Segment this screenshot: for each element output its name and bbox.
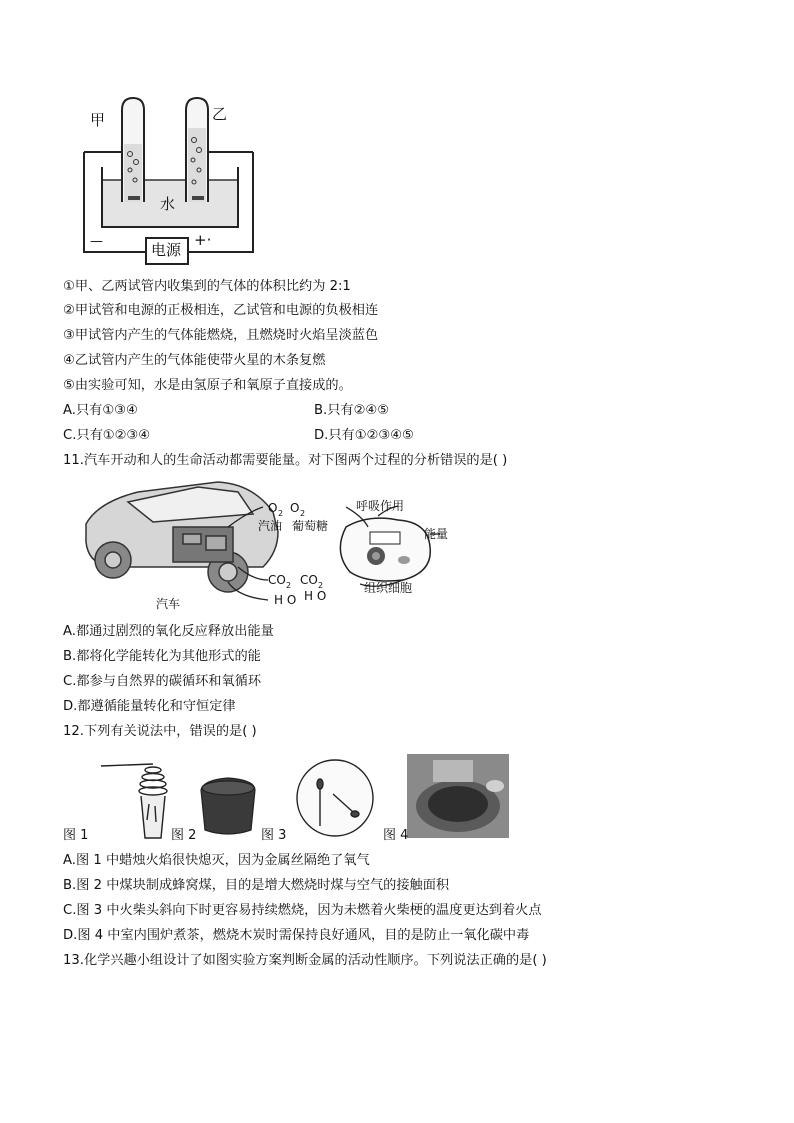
minus-label: — [90,234,103,249]
statement-2: ②甲试管和电源的正极相连，乙试管和电源的负极相连 [63,303,379,318]
statement-4: ④乙试管内产生的气体能使带火星的木条复燃 [63,353,326,368]
q12-option-a: A.图 1 中蜡烛火焰很快熄灭，因为金属丝隔绝了氧气 [63,853,370,868]
q11-option-a: A.都通过剧烈的氧化反应释放出能量 [63,624,274,639]
car-label: 汽车 [156,597,181,611]
fig4-label: 图 4 [383,828,409,843]
q10-option-d: D.只有①②③④⑤ [314,428,414,443]
tube-jia-label: 甲 [90,111,106,129]
q10-option-c: C.只有①②③④ [63,428,151,443]
car-cell-figure [78,472,478,612]
h2o-car-label: H O [274,593,297,607]
cell-label: 组织细胞 [364,581,413,595]
statement-3: ③甲试管内产生的气体能燃烧，且燃烧时火焰呈淡蓝色 [63,328,379,343]
fig3-label: 图 3 [261,828,287,843]
q12-option-c: C.图 3 中火柴头斜向下时更容易持续燃烧，因为未燃着火柴梗的温度更达到着火点 [63,903,542,918]
electrolysis-figure [78,92,268,267]
co2-car-sub: 2 [286,581,292,590]
q12-option-d: D.图 4 中室内围炉煮茶，燃烧木炭时需保持良好通风，目的是防止一氧化碳中毒 [63,928,530,943]
q12-option-b: B.图 2 中煤块制成蜂窝煤，目的是增大燃烧时煤与空气的接触面积 [63,878,450,893]
q10-option-b: B.只有②④⑤ [314,403,390,418]
q12-stem: 12.下列有关说法中，错误的是( ) [63,724,257,739]
gasoline-label: 汽油 [258,519,283,533]
statement-5: ⑤由实验可知，水是由氢原子和氧原子直接成的。 [63,378,352,393]
co2-cell-sub: 2 [318,581,324,590]
o2-car-label: O [268,501,278,515]
q10-option-a: A.只有①③④ [63,403,138,418]
water-label: 水 [160,195,176,213]
glucose-label: 葡萄糖 [292,519,329,533]
co2-car-label: CO [268,573,286,587]
o2-car-sub: 2 [278,509,284,518]
fig2-label: 图 2 [171,828,197,843]
respiration-label: 呼吸作用 [356,499,405,513]
car-cell-diagram [78,472,478,612]
power-label: 电源 [151,241,182,259]
o2-cell-sub: 2 [300,509,306,518]
q11-option-c: C.都参与自然界的碳循环和氧循环 [63,674,262,689]
q12-figures [63,750,513,846]
fig1-label: 图 1 [63,828,89,843]
o2-cell-label: O [290,501,300,515]
energy-label: 能量 [424,527,449,541]
h2o-cell-label: H O [304,589,327,603]
q13-stem: 13.化学兴趣小组设计了如图实验方案判断金属的活动性顺序。下列说法正确的是( ) [63,953,547,968]
plus-label: +· [194,231,212,249]
co2-cell-label: CO [300,573,318,587]
tube-yi-label: 乙 [212,105,228,123]
q11-option-b: B.都将化学能转化为其他形式的能 [63,649,261,664]
q11-option-d: D.都遵循能量转化和守恒定律 [63,699,236,714]
q11-stem: 11.汽车开动和人的生命活动都需要能量。对下图两个过程的分析错误的是( ) [63,453,508,468]
statement-1: ①甲、乙两试管内收集到的气体的体积比约为 2:1 [63,279,351,294]
q12-figures-drawing [63,750,513,846]
